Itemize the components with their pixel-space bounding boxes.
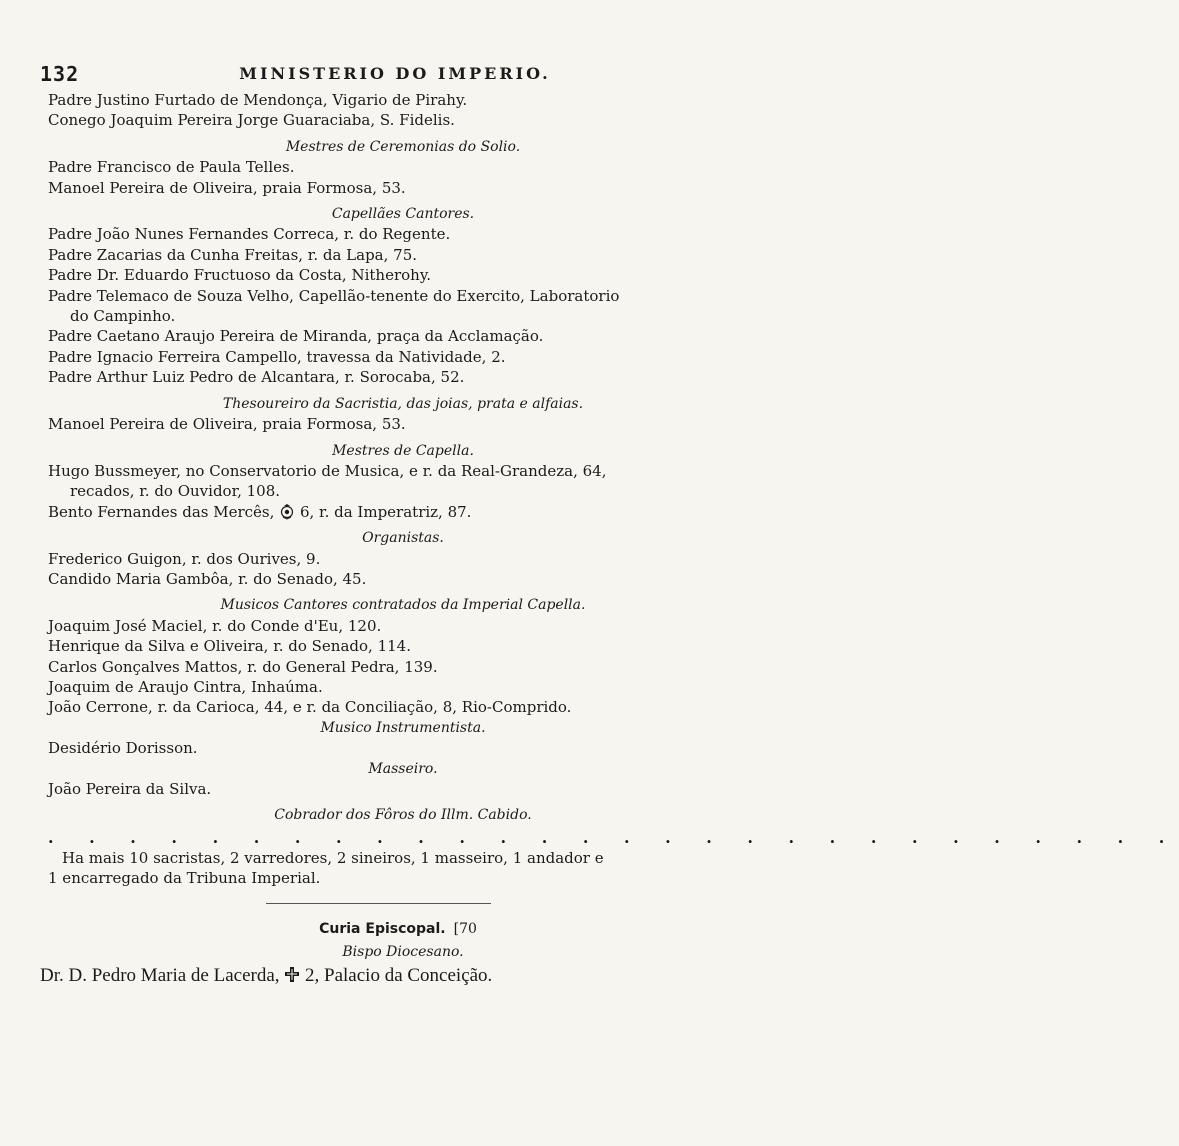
text-line: Frederico Guigon, r. dos Ourives, 9. bbox=[48, 549, 321, 568]
text-line: Conego Joaquim Pereira Jorge Guaraciaba, S. Fidelis. bbox=[48, 111, 455, 130]
text-line: Carlos Gonçalves Mattos, r. do General Pedra, 139. bbox=[48, 657, 438, 676]
text-line: Padre Telemaco de Souza Velho, Capellão-tenente do Exercito, Laboratorio bbox=[48, 286, 620, 305]
christ-order-cross-icon bbox=[284, 962, 300, 990]
running-title: MINISTERIO DO IMPERIO. bbox=[239, 64, 551, 83]
section-heading: Masseiro. bbox=[368, 760, 438, 777]
curia-reference: [70 bbox=[453, 920, 477, 937]
text-line-continuation: recados, r. do Ouvidor, 108. bbox=[70, 482, 281, 501]
text-segment: 6, r. da Imperatriz, 87. bbox=[299, 502, 472, 521]
curia-heading bbox=[48, 916, 688, 942]
text-segment: Bento Fernandes das Mercês, bbox=[48, 502, 275, 521]
text-line: Padre Justino Furtado de Mendonça, Vigario de Pirahy. bbox=[48, 91, 468, 109]
section-heading: Organistas. bbox=[362, 530, 444, 547]
section-heading: Musicos Cantores contratados da Imperial Capella. bbox=[220, 597, 586, 614]
text-line: Joaquim José Maciel, r. do Conde d'Eu, 120. bbox=[48, 616, 382, 635]
curia-title: Curia Episcopal. bbox=[319, 920, 446, 937]
text-line: Padre Caetano Araujo Pereira de Miranda, praça da Acclamação. bbox=[48, 327, 544, 346]
text-line: Padre Dr. Eduardo Fructuoso da Costa, Nitherohy. bbox=[48, 266, 432, 285]
section-heading: Thesoureiro da Sacristia, das joias, prata e alfaias. bbox=[222, 395, 584, 412]
bishop-line bbox=[40, 962, 688, 990]
text-segment: 2, Palacio da Conceição. bbox=[305, 965, 493, 987]
text-line: João Pereira da Silva. bbox=[48, 780, 212, 798]
note-line: 1 encarregado da Tribuna Imperial. bbox=[48, 869, 321, 888]
text-segment: Dr. D. Pedro Maria de Lacerda, bbox=[40, 965, 280, 987]
text-line: Padre Ignacio Ferreira Campello, travessa da Natividade, 2. bbox=[48, 347, 506, 366]
text-line: Hugo Bussmeyer, no Conservatorio de Musica, e r. da Real-Grandeza, 64, bbox=[48, 461, 607, 480]
leader-dots: . . . . . . . . . . . . . . . . . . . . . . . . . . . . bbox=[48, 827, 1179, 847]
text-line-continuation: do Campinho. bbox=[70, 307, 176, 326]
section-heading: Bispo Diocesano. bbox=[342, 943, 464, 960]
text-line bbox=[48, 502, 688, 522]
text-line: Manoel Pereira de Oliveira, praia Formosa, 53. bbox=[48, 415, 406, 434]
section-heading: Capellães Cantores. bbox=[331, 206, 475, 223]
text-line: Padre Arthur Luiz Pedro de Alcantara, r. Sorocaba, 52. bbox=[48, 368, 465, 387]
text-line: Joaquim de Araujo Cintra, Inhaúma. bbox=[48, 677, 323, 696]
text-line: Manoel Pereira de Oliveira, praia Formosa, 53. bbox=[48, 178, 406, 197]
page-header bbox=[40, 62, 680, 86]
page-body bbox=[40, 90, 1179, 990]
text-line: Padre Zacarias da Cunha Freitas, r. da Lapa, 75. bbox=[48, 245, 418, 264]
section-heading: Cobrador dos Fôros do Illm. Cabido. bbox=[274, 807, 532, 824]
text-line: Padre Francisco de Paula Telles. bbox=[48, 158, 295, 177]
section-divider bbox=[266, 903, 491, 904]
section-heading: Mestres de Ceremonias do Solio. bbox=[285, 138, 521, 155]
text-line: Desidério Dorisson. bbox=[48, 739, 198, 758]
section-heading: Musico Instrumentista. bbox=[320, 719, 486, 736]
note-line: Ha mais 10 sacristas, 2 varredores, 2 sineiros, 1 masseiro, 1 andador e bbox=[62, 848, 604, 867]
page-number: 132 bbox=[40, 62, 80, 86]
text-line: Henrique da Silva e Oliveira, r. do Senado, 114. bbox=[48, 637, 411, 656]
text-line: Candido Maria Gambôa, r. do Senado, 45. bbox=[48, 569, 367, 588]
rose-order-emblem-icon bbox=[279, 502, 295, 522]
text-line: João Cerrone, r. da Carioca, 44, e r. da Conciliação, 8, Rio-Comprido. bbox=[48, 698, 572, 717]
text-line: Padre João Nunes Fernandes Correca, r. do Regente. bbox=[48, 225, 451, 244]
section-heading: Mestres de Capella. bbox=[332, 442, 474, 459]
